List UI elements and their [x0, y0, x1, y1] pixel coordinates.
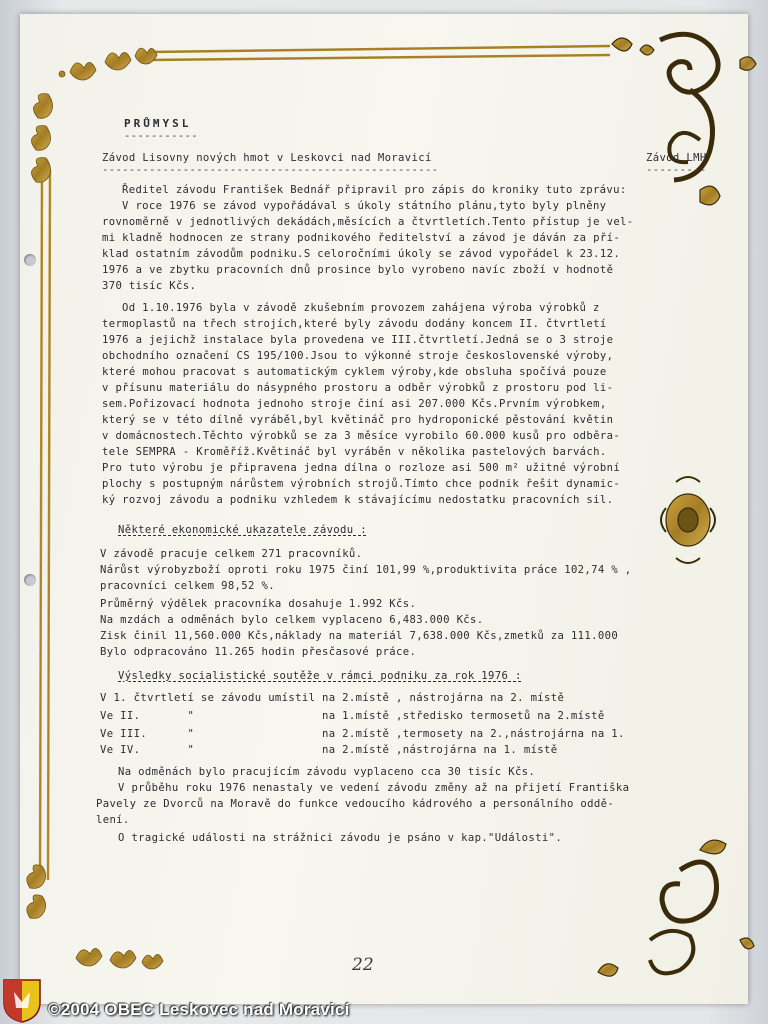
left-border-lines: [40, 170, 50, 880]
indicator-line: Zisk činil 11,560.000 Kčs,náklady na materiál 7,638.000 Kčs,zmetků za 111.000: [100, 630, 619, 642]
paragraph-line: rovnoměrně v jednotlivých dekádách,měsících a čtvrtletích.Tento přístup je vel-: [102, 216, 634, 228]
indicator-line: Bylo odpracováno 11.265 hodin přesčasové práce.: [100, 646, 417, 658]
medallion-ornament-right: [661, 477, 715, 563]
paragraph-line: ký rozvoj závodu a podniku vzhledem k stávajícímu nedostatku pracovních sil.: [102, 494, 614, 506]
paragraph-line: V roce 1976 se závod vypořádával s úkoly státního plánu,tyto byly plněny: [122, 200, 607, 212]
page-number: 22: [352, 955, 374, 975]
section-title-results: Výsledky socialistické soutěže v rámci podniku za rok 1976 :: [118, 670, 522, 682]
result-value: na 2.místě , nástrojárna na 2. místě: [322, 692, 565, 704]
paragraph-line: termoplastů na třech strojích,které byly závodu dodány koncem II. čtvrtletí: [102, 318, 607, 330]
closing-line: V průběhu roku 1976 nenastaly ve vedení závodu změny až na přijetí Františka: [118, 782, 630, 794]
company-rule: --------------------------------------------------: [102, 164, 439, 176]
top-border-lines: [150, 46, 610, 60]
result-value: na 2.místě ,termosety na 2.,nástrojárna na 1.: [322, 728, 625, 740]
closing-line: O tragické události na strážnici závodu je psáno v kap."Události".: [118, 832, 563, 844]
result-value: na 2.místě ,nástrojárna na 1. místě: [322, 744, 558, 756]
copyright-watermark: ©2004 OBEC Leskovec nad Moravicí: [48, 1000, 350, 1019]
section-title-economic: Některé ekonomické ukazatele závodu :: [118, 524, 367, 536]
heading-rule: -----------: [124, 130, 199, 142]
company-right-rule: ---------: [646, 164, 707, 176]
result-label: Ve III. ": [100, 728, 195, 740]
company-line: Závod Lisovny nových hmot v Leskovci nad Moravicí: [102, 152, 432, 164]
indicator-line: V závodě pracuje celkem 271 pracovníků.: [100, 548, 363, 560]
paragraph-line: plochy s postupným nárůstem výrobních strojů.Tímto chce podnik řešit dynamic-: [102, 478, 621, 490]
paragraph-line: který se v této dílně vyráběl,byl květináč pro hydroponické pěstování květin: [102, 414, 614, 426]
bottom-border-lines: [140, 958, 650, 966]
paragraph-line: mi kladně hodnocen ze strany podnikového ředitelství a závod je dáván za pří-: [102, 232, 621, 244]
paragraph-line: Od 1.10.1976 byla v závodě zkušebním provozem zahájena výroba výrobků z: [122, 302, 600, 314]
paragraph-line: 1976 a jejichž instalace byla provedena ve III.čtvrtletí.Jedná se o 3 stroje: [102, 334, 614, 346]
paragraph-line: Pro tuto výrobu je připravena jedna dílna o rozloze asi 500 m² užitné výrobní: [102, 462, 621, 474]
closing-line: lení.: [96, 814, 130, 826]
paragraph-line: obchodního označení CS 195/100.Jsou to výkonné stroje československé výroby,: [102, 350, 614, 362]
closing-line: Na odměnách bylo pracujícím závodu vyplaceno cca 30 tisíc Kčs.: [118, 766, 536, 778]
tulip-ornament-bottom-left: [27, 865, 163, 969]
paragraph-line: které mohou pracovat s automatickým cyklem výroby,kde obsluha spočívá pouze: [102, 366, 607, 378]
closing-line: Pavely ze Dvorců na Moravě do funkce vedoucího kádrového a personálního oddě-: [96, 798, 615, 810]
paragraph-line: 370 tisíc Kčs.: [102, 280, 197, 292]
company-right-label: Závod LMH: [646, 152, 707, 164]
section-heading: PRŮMYSL: [124, 117, 192, 130]
paragraph-line: 1976 a ve zbytku pracovních dnů prosince bylo vyrobeno navíc zboží v hodnotě: [102, 264, 614, 276]
paragraph-line: v přísunu materiálu do násypného prostoru a odběr výrobků z prostoru pod li-: [102, 382, 614, 394]
result-label: Ve IV. ": [100, 744, 195, 756]
scroll-ornament-top-right: [612, 34, 756, 205]
indicator-line: Na mzdách a odměnách bylo celkem vyplaceno 6,483.000 Kčs.: [100, 614, 484, 626]
indicator-line: pracovníci celkem 98,52 %.: [100, 580, 275, 592]
paragraph-line: Ředitel závodu František Bednář připravil pro zápis do kroniky tuto zprávu:: [122, 184, 627, 196]
paragraph-line: sem.Pořizovací hodnota jednoho stroje činí asi 207.000 Kčs.Prvním výrobkem,: [102, 398, 607, 410]
result-label: V 1. čtvrtletí se závodu umístil: [100, 692, 316, 704]
result-value: na 1.místě ,středisko termosetů na 2.místě: [322, 710, 605, 722]
municipal-crest-icon: [2, 978, 42, 1024]
indicator-line: Nárůst výrobyzboží oproti roku 1975 činí 101,99 %,produktivita práce 102,74 % ,: [100, 564, 632, 576]
indicator-line: Průměrný výdělek pracovníka dosahuje 1.992 Kčs.: [100, 598, 417, 610]
paragraph-line: klad ostatním závodům podniku.S celoročními úkoly se závod vypořádel k 23.12.: [102, 248, 621, 260]
paragraph-line: v domácnostech.Těchto výrobků se za 3 měsíce vyrobilo 60.000 kusů pro odběra-: [102, 430, 621, 442]
paragraph-line: tele SEMPRA - Kroměříž.Květináč byl vyráběn v několika pastelových barvách.: [102, 446, 607, 458]
result-label: Ve II. ": [100, 710, 195, 722]
scroll-ornament-bottom-right: [598, 840, 754, 976]
